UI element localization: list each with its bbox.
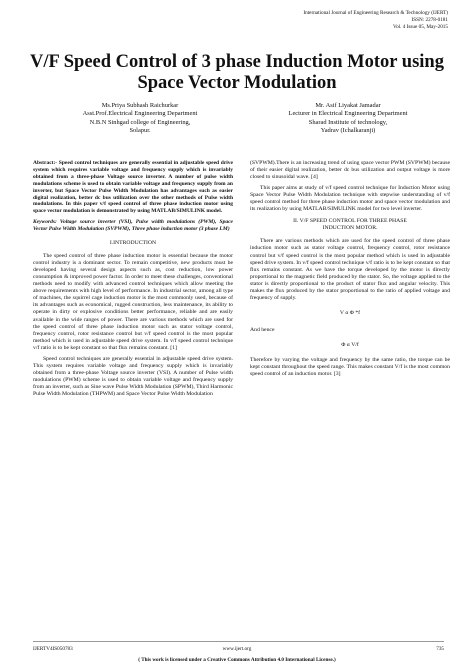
author-role: Asst.Prof.Electrical Engineering Department: [82, 110, 198, 118]
author-institution: Sharad Institute of technology,: [308, 118, 388, 126]
author-place: Solapur.: [129, 127, 151, 135]
equation-1: V α Φ *f: [339, 309, 361, 316]
author-name: Mr. Asif Liyakat Jamadar: [315, 102, 381, 109]
abstract: Abstract:- Speed control techniques are generally essential in adjustable speed drive system which requires variable voltage and frequency supply which is invariably obtained from a three-phase Voltage source inverter. A number of pulse width modulations scheme is used to obtain variable voltage and frequency supply from an inverter, but Space Vector Pulse Width Modulation has advantages such as easier digital realization, better dc bus utilization over the other methods of Pulse width modulations. In this paper v/f speed control of three phase induction motor using space vector modulation is demonstrated by using MATLAB/SIMULINK model.: [33, 160, 233, 215]
equation-2: Φ α V/f: [341, 341, 359, 348]
right-paragraph-2: This paper aims at study of v/f speed control technique for Induction Motor using Space Vector Pulse Width Modulation technique with stepwise understanding of v/f speed control method for three phase induction motor and space vector modulation and its realization by using MATLAB/SIMULINK model for two level inverter.: [250, 185, 450, 213]
intro-paragraph-1: The speed control of three phase induction motor is essential because the motor control industry is a dominant sector. To remain competitive, new products must be developed having several design aspects such as, cost reduction, low power consumption & improved power factor. In order to meet these challenges, conventional methods need to modify with advanced control techniques which allow meeting the above requirements with high level of performance. In industrial sector, among all type of machines, the squirrel cage induction motor is the most commonly used, because of its advantages such as economical, rugged construction, less maintenance, its ability to operate in dirty or explosive conditions better performance, reliable and are easily available in the wide ranges of power. There are various methods which are used for the speed control of three phase induction motor such as stator voltage control, frequency control, rotor resistance control but v/f speed control is the most popular method which is used in adjustable speed drive system. In v/f speed control technique v/f ratio is to be kept constant so that flux remains constant. [1]: [33, 253, 233, 351]
journal-url[interactable]: www.ijert.org: [222, 646, 252, 652]
journal-header: [303, 10, 448, 31]
author-role: Lecturer in Electrical Engineering Department: [288, 110, 408, 118]
right-paragraph-1: (SVPWM).There is an increasing trend of using space vector PWM (SVPWM) because of their easier digital realization, better dc bus utilization and output voltage is more closed to sinusoidal wave. [4]: [250, 160, 450, 181]
paper-title: V/F Speed Control of 3 phase Induction Motor using Space Vector Modulation: [30, 52, 444, 93]
keywords: Keywords: Voltage source inverter (VSI), Pulse width modulations (PWM), Space Vector Pulse Width Modulation (SVPWM), Three phase induction motor (3 phase I.M): [33, 219, 233, 233]
vf-paragraph-2: Therefore by varying the voltage and frequency by the same ratio, the torque can be kept constant throughout the speed range. This makes constant V/f is the most common speed control of an induction motor. [3]: [250, 356, 450, 378]
license-note: ( This work is licensed under a Creative Commons Attribution 4.0 International License.): [138, 657, 336, 663]
section-heading-line-1: II. V/F SPEED CONTROL FOR THREE PHASE: [293, 218, 407, 225]
intro-paragraph-2: Speed control techniques are generally essential in adjustable speed drive system. This system requires variable voltage and frequency supply which is invariably obtained from a three-phase Voltage source inverter (VSI). A number of Pulse width modulations (PWM) scheme is used to obtain variable voltage and frequency supply from an inverter, such as Sine wave Pulse Width Modulation (SPWM), Third Harmonic Pulse Width Modulation (THPWM) and Space Vector Pulse Width Modulation: [33, 355, 233, 397]
author-institution: N.B.N Sinhgad college of Engineering,: [89, 118, 191, 126]
issn: ISSN: 2278-0181: [411, 17, 448, 23]
page-number: 735: [436, 646, 444, 652]
section-heading-vf-control: [250, 218, 450, 232]
right-column: [250, 160, 450, 382]
author-place: Yadrav (Ichalkaranji): [320, 127, 376, 135]
volume-issue: Vol. 4 Issue 05, May-2015: [393, 24, 448, 30]
footer-rule: [33, 641, 444, 642]
author-block-1: [60, 102, 220, 136]
left-column: [33, 160, 233, 402]
vf-paragraph-1: There are various methods which are used for the speed control of three phase induction motor such as stator voltage control, frequency control, rotor resistance control but v/f speed control is the most popular method which is used in adjustable speed drive system. In v/f speed control technique v/f ratio is to be kept constant so that flux remains constant. As we have the torque developed by the motor is directly proportional to the magnetic field produced by the stator. So, the voltage applied to the stator is directly proportional to the product of stator flux and angular velocity. This makes the flux produced by the stator proportional to the ratio of applied voltage and frequency of supply.: [250, 238, 450, 301]
author-block-2: [258, 102, 438, 136]
hence-text: And hence: [250, 326, 275, 333]
journal-name: International Journal of Engineering Research & Technology (IJERT): [303, 10, 448, 16]
section-heading-introduction: I.INTRODUCTION: [109, 240, 157, 247]
paper-id: IJERTV4IS050783: [33, 646, 73, 652]
section-heading-line-2: INDUCTION MOTOR.: [322, 225, 378, 232]
author-name: Ms.Priya Subhash Raichurkar: [101, 102, 179, 109]
